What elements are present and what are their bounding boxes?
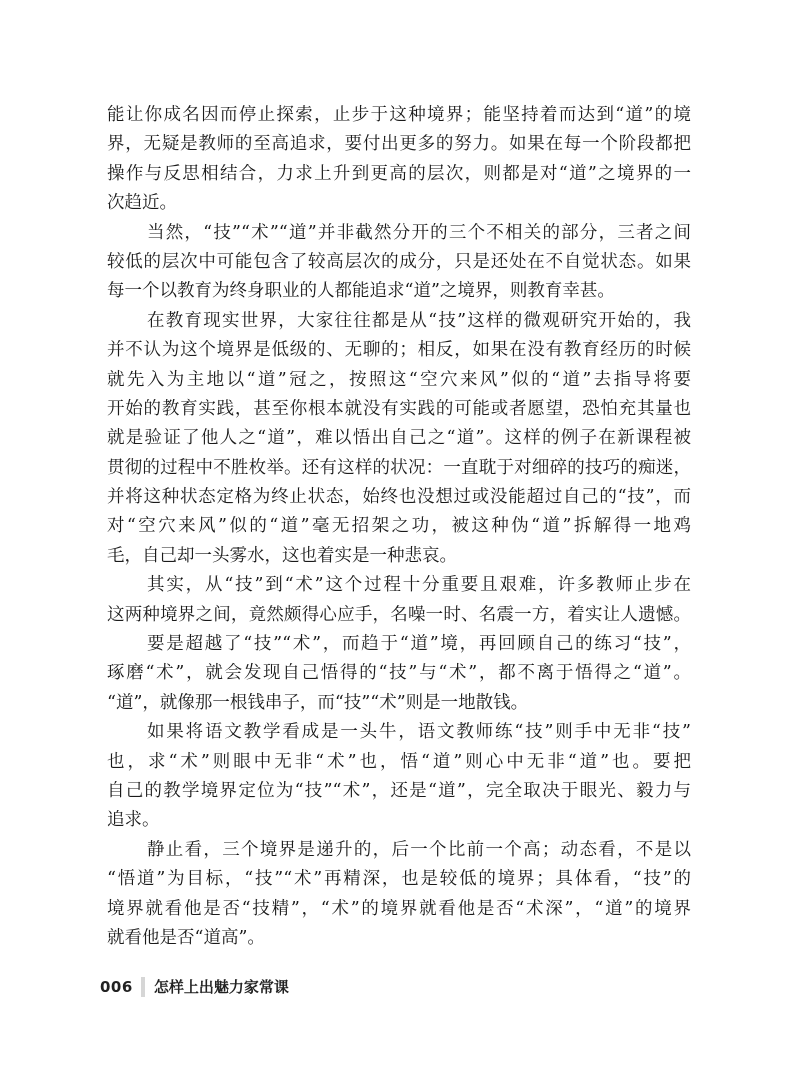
text-line: 能让你成名因而停止探索，止步于这种境界；能坚持着而达到“道”的境 [107, 105, 691, 125]
text-line: 这两种境界之间，竟然颇得心应手，名噪一时、名震一方，着实让人遗憾。 [107, 604, 691, 625]
text-line: 界，无疑是教师的至高追求，要付出更多的努力。如果在每一个阶段都把 [107, 134, 691, 155]
text-line: 也，求“术”则眼中无非“术”也，悟“道”则心中无非“道”也。要把 [107, 751, 691, 772]
text-line: 开始的教育实践，甚至你根本就没有实践的可能或者愿望，恐怕充其量也 [107, 398, 691, 419]
text-line: 如果将语文教学看成是一头牛，语文教师练“技”则手中无非“技” [147, 722, 691, 743]
text-line: 境界就看他是否“技精”，“术”的境界就看他是否“术深”，“道”的境界 [107, 898, 691, 919]
text-line: “悟道”为目标，“技”“术”再精深，也是较低的境界；具体看，“技”的 [107, 869, 691, 890]
text-line: 每一个以教育为终身职业的人都能追求“道”之境界，则教育幸甚。 [107, 281, 615, 302]
book-title: 怎样上出魅力家常课 [153, 978, 289, 996]
text-line: 并不认为这个境界是低级的、无聊的；相反，如果在没有教育经历的时候 [107, 340, 691, 361]
text-line: 就看他是否“道高”。 [107, 927, 265, 948]
page-number: 006 [100, 977, 133, 996]
text-line: 对“空穴来风”似的“道”毫无招架之功，被这种伪“道”拆解得一地鸡 [107, 516, 691, 537]
text-line: “道”，就像那一根钱串子，而“技”“术”则是一地散钱。 [107, 692, 529, 713]
text-line: 静止看，三个境界是递升的，后一个比前一个高；动态看，不是以 [147, 839, 691, 860]
page-footer [100, 976, 289, 997]
text-line: 毛，自己却一头雾水，这也着实是一种悲哀。 [107, 545, 457, 566]
text-line: 就先入为主地以“道”冠之，按照这“空穴来风”似的“道”去指导将要 [107, 369, 691, 390]
text-line: 操作与反思相结合，力求上升到更高的层次，则都是对“道”之境界的一 [107, 163, 691, 184]
body-text [107, 101, 691, 953]
text-line: 较低的层次中可能包含了较高层次的成分，只是还处在不自觉状态。如果 [107, 251, 691, 272]
text-line: 次趋近。 [107, 193, 177, 214]
text-line: 并将这种状态定格为终止状态，始终也没想过或没能超过自己的“技”，而 [107, 487, 691, 508]
text-line: 在教育现实世界，大家往往都是从“技”这样的微观研究开始的，我 [147, 310, 691, 331]
text-line: 琢磨“术”，就会发现自己悟得的“技”与“术”，都不离于悟得之“道”。 [107, 663, 691, 684]
text-line: 追求。 [107, 810, 160, 831]
footer-divider [141, 977, 145, 997]
text-line: 其实，从“技”到“术”这个过程十分重要且艰难，许多教师止步在 [147, 575, 691, 596]
text-line: 自己的教学境界定位为“技”“术”，还是“道”，完全取决于眼光、毅力与 [107, 780, 691, 801]
text-line: 就是验证了他人之“道”，难以悟出自己之“道”。这样的例子在新课程被 [107, 428, 691, 449]
text-line: 当然，“技”“术”“道”并非截然分开的三个不相关的部分，三者之间 [147, 222, 691, 243]
text-line: 贯彻的过程中不胜枚举。还有这样的状况：一直耽于对细碎的技巧的痴迷， [107, 457, 691, 478]
text-line: 要是超越了“技”“术”，而趋于“道”境，再回顾自己的练习“技”， [147, 634, 691, 655]
